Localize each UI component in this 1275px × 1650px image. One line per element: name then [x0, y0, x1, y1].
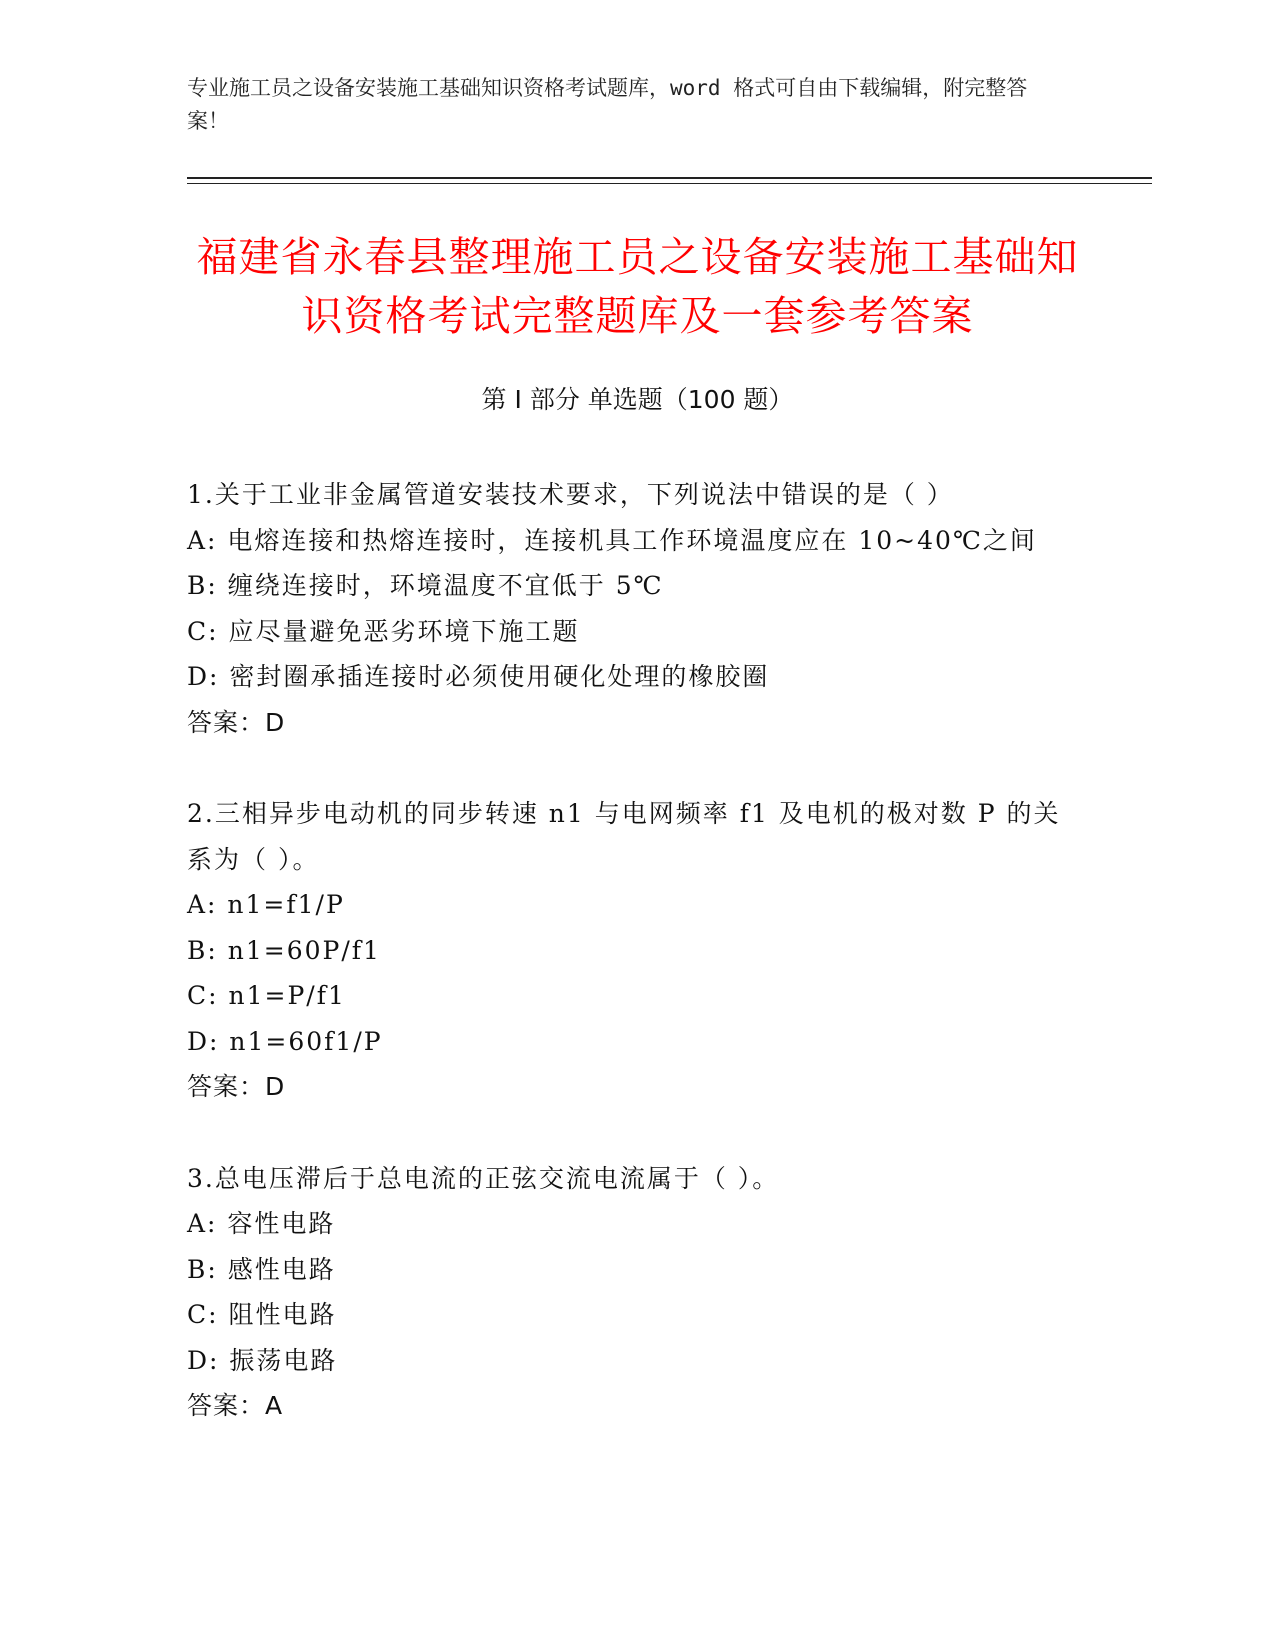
option-a: A: n1=f1/P: [187, 890, 345, 919]
question-1: [187, 472, 1067, 745]
document-title: 福建省永春县整理施工员之设备安装施工基础知识资格考试完整题库及一套参考答案: [196, 233, 1079, 340]
question-list: [187, 472, 1067, 1475]
option-c: C: n1=P/f1: [187, 981, 346, 1010]
option-d: D: 振荡电路: [187, 1345, 338, 1375]
section-title: 第 I 部分 单选题（100 题）: [481, 385, 794, 414]
header-divider-thick: [187, 177, 1152, 179]
option-a: A: 容性电路: [187, 1209, 336, 1238]
answer: 答案：D: [187, 1072, 286, 1101]
header-divider-thin: [187, 183, 1152, 184]
answer: 答案：D: [187, 707, 286, 737]
question-3: [187, 1156, 1067, 1429]
option-b: B: n1=60P/f1: [187, 935, 381, 965]
option-c: C: 阻性电路: [187, 1300, 337, 1329]
option-d: D: 密封圈承插连接时必须使用硬化处理的橡胶圈: [187, 662, 770, 691]
question-stem: 2.三相异步电动机的同步转速 n1 与电网频率 f1 及电机的极对数 P 的关系为（ ）。: [187, 799, 1061, 874]
option-b: B: 感性电路: [187, 1254, 336, 1284]
question-stem: 3.总电压滞后于总电流的正弦交流电流属于（ ）。: [187, 1163, 780, 1193]
option-a: A: 电熔连接和热熔连接时，连接机具工作环境温度应在 10~40℃之间: [187, 525, 1037, 555]
header-note: 专业施工员之设备安装施工基础知识资格考试题库，word 格式可自由下载编辑，附完整答案！: [187, 76, 1028, 133]
option-b: B: 缠绕连接时，环境温度不宜低于 5℃: [187, 571, 664, 600]
answer: 答案：A: [187, 1391, 284, 1420]
option-c: C: 应尽量避免恶劣环境下施工题: [187, 616, 580, 646]
question-stem: 1.关于工业非金属管道安装技术要求，下列说法中错误的是（ ）: [187, 480, 954, 509]
option-d: D: n1=60f1/P: [187, 1026, 383, 1056]
question-2: [187, 791, 1067, 1110]
